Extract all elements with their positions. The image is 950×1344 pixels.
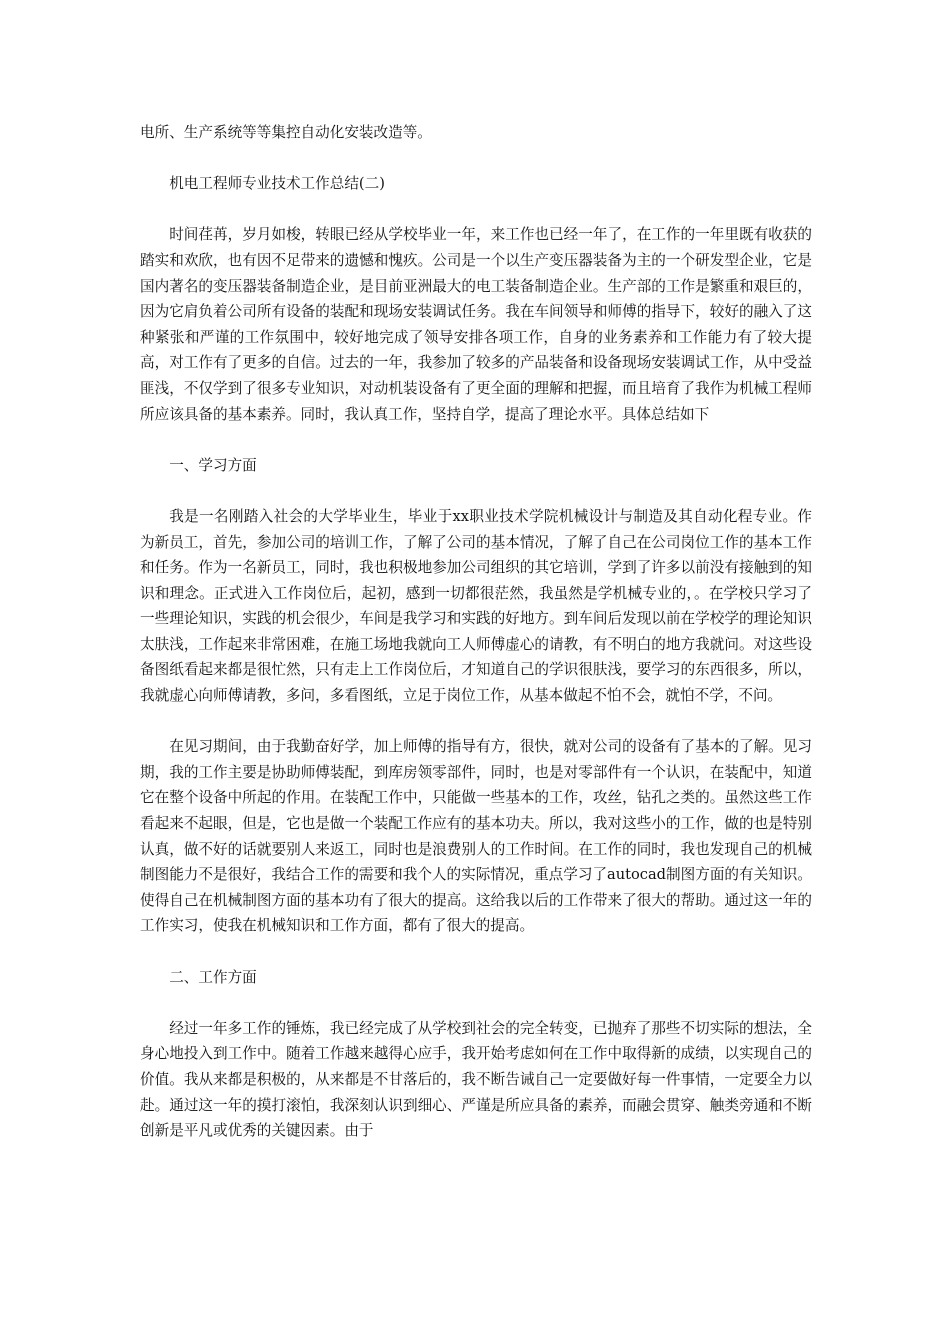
intro-paragraph: 时间荏苒，岁月如梭，转眼已经从学校毕业一年，来工作也已经一年了，在工作的一年里既有收获的踏实和欢欣，也有因不足带来的遗憾和愧疚。公司是一个以生产变压器装备为主的一个研发型企业，它是国内著名的变压器装备制造企业，是目前亚洲最大的电工装备制造企业。生产部的工作是繁重和艰巨的，因为它肩负着公司所有设备的装配和现场安装调试任务。我在车间领导和师傅的指导下，较好的融入了这种紧张和严谨的工作氛围中，较好地完成了领导安排各项工作，自身的业务素养和工作能力有了较大提高，对工作有了更多的自信。过去的一年，我参加了较多的产品装备和设备现场安装调试工作，从中受益匪浅，不仅学到了很多专业知识，对动机装设备有了更全面的理解和把握，而且培育了我作为机械工程师所应该具备的基本素养。同时，我认真工作，坚持自学，提高了理论水平。具体总结如下 (140, 226, 812, 423)
internship-paragraph: 在见习期间，由于我勤奋好学，加上师傅的指导有方，很快，就对公司的设备有了基本的了解。见习期，我的工作主要是协助师傅装配，到库房领零部件，同时，也是对零部件有一个认识，在装配中，知道它在整个设备中所起的作用。在装配工作中，只能做一些基本的工作，攻丝，钻孔之类的。虽然这些工作看起来不起眼，但是，它也是做一个装配工作应有的基本功夫。所以，我对这些小的工作，做的也是特别认真，做不好的话就要别人来返工，同时也是浪费别人的工作时间。在工作的同时，我也发现自己的机械制图能力不是很好，我结合工作的需要和我个人的实际情况，重点学习了autocad制图方面的有关知识。使得自己在机械制图方面的基本功有了很大的提高。这给我以后的工作带来了很大的帮助。通过这一年的工作实习，使我在机械知识和工作方面，都有了很大的提高。 (140, 738, 812, 935)
work-paragraph: 经过一年多工作的锤炼，我已经完成了从学校到社会的完全转变，已抛弃了那些不切实际的想法，全身心地投入到工作中。随着工作越来越得心应手，我开始考虑如何在工作中取得新的成绩，以实现自己的价值。我从来都是积极的，从来都是不甘落后的，我不断告诫自己一定要做好每一件事情，一定要全力以赴。通过这一年的摸打滚怕，我深刻认识到细心、严谨是所应具备的素养，而融会贯穿、触类旁通和不断创新是平凡或优秀的关键因素。由于 (140, 1019, 812, 1140)
continuation-paragraph: 电所、生产系统等等集控自动化安装改造等。 (140, 124, 432, 141)
heading-study: 一、学习方面 (169, 456, 257, 474)
document-body (140, 120, 812, 1169)
heading-work: 二、工作方面 (169, 968, 257, 986)
section-title: 机电工程师专业技术工作总结(二) (169, 175, 385, 193)
study-paragraph: 我是一名刚踏入社会的大学毕业生，毕业于xx职业技术学院机械设计与制造及其自动化程专业。作为新员工，首先，参加公司的培训工作，了解了公司的基本情况，了解了自己在公司岗位工作的基本工作和任务。作为一名新员工，同时，我也积极地参加公司组织的其它培训，学到了许多以前没有接触到的知识和理念。正式进入工作岗位后，起初，感到一切都很茫然，我虽然是学机械专业的，。在学校只学习了一些理论知识，实践的机会很少，车间是我学习和实践的好地方。到车间后发现以前在学校学的理论知识太肤浅，工作起来非常困难，在施工场地我就向工人师傅虚心的请教，有不明白的地方我就问。对这些设备图纸看起来都是很忙然，只有走上工作岗位后，才知道自己的学识很肤浅，要学习的东西很多，所以，我就虚心向师傅请教，多问，多看图纸，立足于岗位工作，从基本做起不怕不会，就怕不学，不问。 (140, 507, 812, 705)
